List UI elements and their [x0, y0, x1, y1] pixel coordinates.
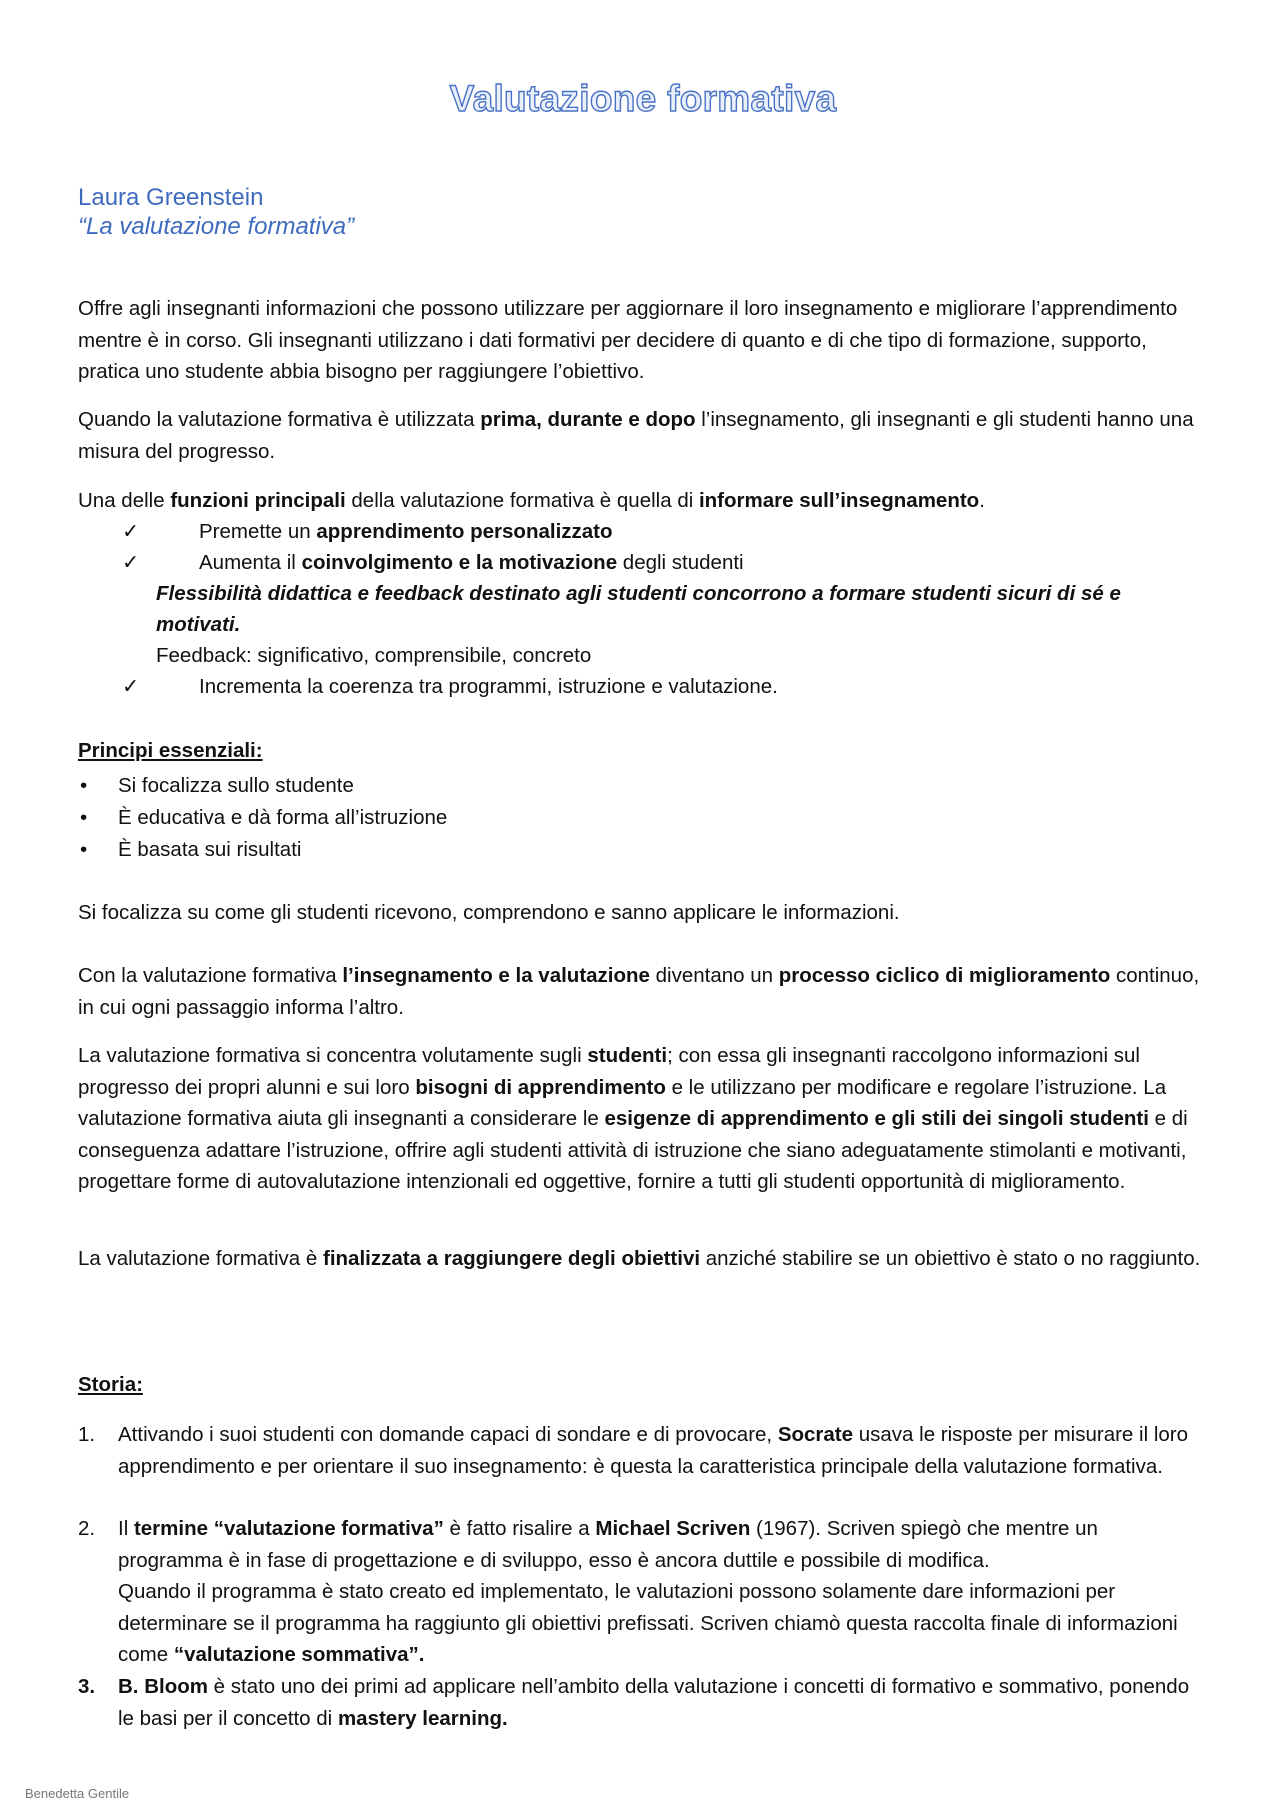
checklist-subnote-feedback: Feedback: significativo, comprensibile, concreto	[156, 644, 592, 667]
history-heading: Storia:	[78, 1373, 143, 1396]
bullet-icon: •	[80, 806, 88, 829]
bullet-icon: •	[80, 774, 88, 797]
paragraph-functions: Una delle funzioni principali della valutazione formativa è quella di informare sull’insegnamento.	[78, 489, 985, 512]
checklist-subnote-italic: Flessibilità didattica e feedback destinato agli studenti concorrono a formare studenti sicuri di sé e motivati.	[156, 582, 1121, 636]
paragraph-goals: La valutazione formativa è finalizzata a raggiungere degli obiettivi anziché stabilire se un obiettivo è stato o no raggiunto.	[78, 1247, 1201, 1270]
page-title: Valutazione formativa	[449, 78, 837, 119]
paragraph-progress: Quando la valutazione formativa è utilizzata prima, durante e dopo l’insegnamento, gli insegnanti e gli studenti hanno una misura del progresso.	[78, 408, 1194, 463]
principles-heading: Principi essenziali:	[78, 739, 263, 762]
checkmark-icon: ✓	[122, 675, 140, 698]
paragraph-students: La valutazione formativa si concentra volutamente sugli studenti; con essa gli insegnanti raccolgono informazioni sul progresso dei propri alunni e sui loro bisogni di apprendimento e le utilizzano per modificare e regolare l’istruzione. La valutazione formativa aiuta gli insegnanti a considerare le esigenze di apprendimento e gli stili dei singoli studenti e di conseguenza adattare l’istruzione, offrire agli studenti attività di istruzione che siano adeguatamente stimolanti e motivanti, progettare forme di autovalutazione intenzionali ed oggettive, fornire a tutti gli studenti opportunità di miglioramento.	[78, 1044, 1188, 1193]
bullet-icon: •	[80, 838, 88, 861]
author-name: Laura Greenstein	[78, 184, 264, 211]
paragraph-focus: Si focalizza su come gli studenti ricevono, comprendono e sanno applicare le informazioni.	[78, 901, 900, 924]
paragraph-intro: Offre agli insegnanti informazioni che possono utilizzare per aggiornare il loro insegnamento e migliorare l’apprendimento mentre è in corso. Gli insegnanti utilizzano i dati formativi per decidere di quanto e di che tipo di formazione, supporto, pratica uno studente abbia bisogno per raggiungere l’obiettivo.	[78, 297, 1178, 383]
checkmark-icon: ✓	[122, 551, 140, 574]
checkmark-icon: ✓	[122, 520, 140, 543]
footer-author: Benedetta Gentile	[25, 1786, 130, 1801]
paragraph-cycle: Con la valutazione formativa l’insegnamento e la valutazione diventano un processo ciclico di miglioramento continuo, in cui ogni passaggio informa l’altro.	[78, 964, 1200, 1019]
book-title: “La valutazione formativa”	[78, 213, 355, 240]
